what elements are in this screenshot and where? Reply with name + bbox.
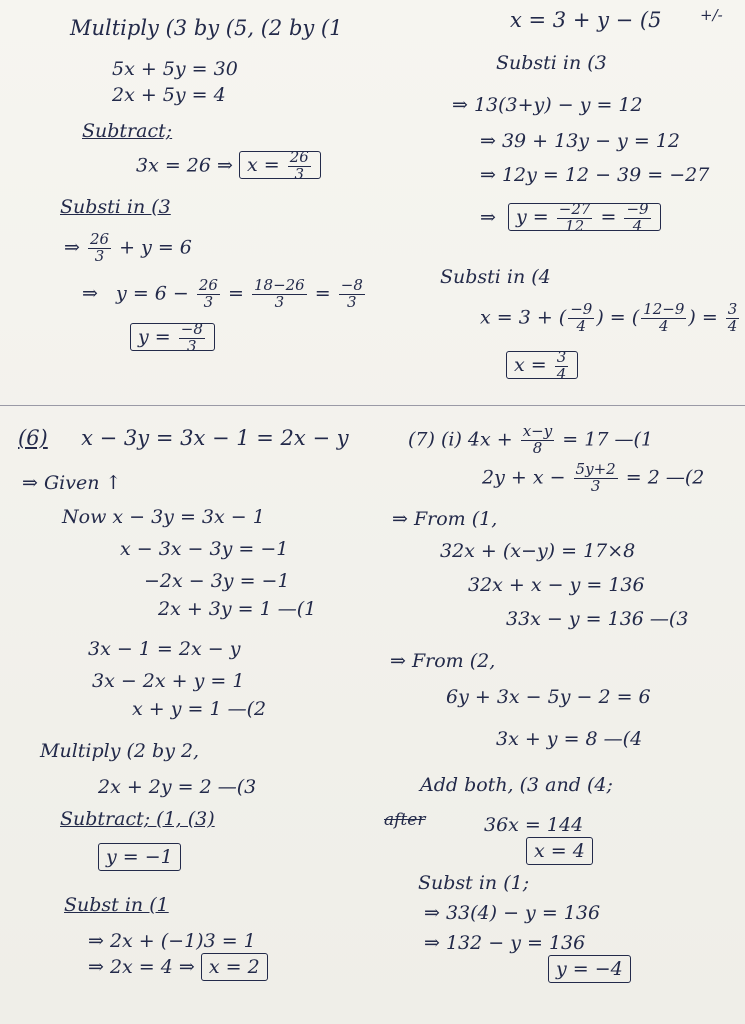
num: 5y+2 [575,460,616,478]
tl-boxed-x-label: x = [247,154,280,177]
br-struck-word: after [384,810,426,830]
tl-line-7 [64,232,192,265]
tl-line-5 [136,150,321,183]
eq-part: ⇒ 2x = 4 ⇒ [88,956,195,978]
tr-fraction [726,302,740,335]
br-line-9: 3x + y = 8 —(4 [496,728,643,750]
bl-line-2: ⇒ Given ↑ [22,472,122,494]
br-fraction [574,462,618,495]
den: 3 [274,292,285,311]
num: x−y [522,422,553,440]
tl-fraction [88,232,111,265]
bl-line-10: Multiply (2 by 2, [40,740,200,762]
den: 3 [590,476,601,495]
eq-sign: = [701,306,718,329]
den: 4 [659,316,669,335]
tl-line-9 [130,322,215,355]
eq-part: = 17 —(1 [562,428,653,451]
br-line-7: ⇒ From (2, [390,650,496,672]
num: −9 [570,300,593,318]
tl-fraction [252,278,307,311]
br-fraction [521,424,555,457]
num: 3 [556,348,567,366]
tl-fraction [339,278,365,311]
num: 26 [198,276,218,294]
label: y = [516,206,549,229]
bl-line-7: 3x − 1 = 2x − y [88,638,241,660]
br-line-6: 33x − y = 136 —(3 [506,608,689,630]
num: 26 [289,148,309,166]
bl-line-11: 2x + 2y = 2 —(3 [98,776,257,798]
bl-line-1 [18,428,349,449]
den: 3 [187,336,197,355]
br-line-2 [482,462,704,495]
bl-boxed-x: x = 2 [201,953,268,981]
equation: x − 3y = 3x − 1 = 2x − y [81,426,349,450]
tl-fraction [179,322,205,355]
question-number-6: (6) [18,426,48,450]
eq-sign: = [609,306,626,329]
tr-corner-mark: +/- [700,6,723,24]
den: 3 [294,164,305,183]
tr-fraction [624,202,650,235]
br-line-4: 32x + (x−y) = 17×8 [440,540,636,562]
den: 3 [203,292,214,311]
den: 4 [727,316,738,335]
eq-part: 2y + x − [482,466,566,489]
tl-boxed-y [130,320,215,355]
implies: ⇒ [82,282,98,305]
bl-boxed-y: y = −1 [98,843,181,871]
bl-line-12: Subtract; (1, (3) [60,808,215,830]
br-line-13: Subst in (1; [418,872,530,894]
label: x = [514,354,547,377]
num: −8 [180,320,203,338]
tl-fraction [288,150,311,183]
br-line-5: 32x + x − y = 136 [468,574,645,596]
tl-line-8 [82,278,367,311]
eq-sign: = [314,282,331,305]
tr-line-9 [506,350,578,383]
tr-fraction [568,302,594,335]
br-boxed-x: x = 4 [526,837,593,865]
tr-boxed-x [506,348,578,383]
tr-line-3: ⇒ 13(3+y) − y = 12 [452,94,643,116]
br-boxed-y: y = −4 [548,955,631,983]
br-line-12 [526,842,593,861]
bl-line-13 [98,848,181,867]
num: 18−26 [253,276,305,294]
tr-line-8: x = 3 + ( $\frac{-9}{4}$ ) = ( $\frac{12-9}{4}$ ) = $\frac{3}{4}$ [480,300,738,335]
bl-line-5: −2x − 3y = −1 [144,570,290,592]
bl-line-4: x − 3x − 3y = −1 [120,538,289,560]
tl-line-4: Subtract; [82,120,173,142]
num: 26 [89,230,110,248]
tl-boxed-x [239,148,321,183]
bl-line-16 [88,958,268,977]
tl-line-6: Substi in (3 [60,196,171,218]
tr-line-7: Substi in (4 [440,266,551,288]
br-line-1 [408,424,653,457]
br-line-14: ⇒ 33(4) − y = 136 [424,902,601,924]
num: −8 [340,276,363,294]
bl-line-6: 2x + 3y = 1 —(1 [158,598,317,620]
den: 8 [532,438,543,457]
num: −9 [626,200,649,218]
den: 4 [576,316,587,335]
den: 4 [556,364,567,383]
num: −27 [558,200,591,218]
tr-line-4: ⇒ 39 + 13y − y = 12 [480,130,680,152]
tr-fraction [557,202,593,235]
br-line-11: 36x = 144 [484,814,584,836]
tr-line-2: Substi in (3 [496,52,607,74]
eq-rest: + y = 6 [119,236,192,259]
tl-line-1: Multiply (3 by (5, (2 by (1 [70,16,343,40]
eq-sign: = [228,282,244,305]
den: 12 [565,216,585,235]
eq-part: y = 6 − [116,282,189,305]
bl-line-3: Now x − 3y = 3x − 1 [62,506,265,528]
br-line-10: Add both, (3 and (4; [420,774,613,796]
tr-fraction [641,302,686,335]
bl-line-8: 3x − 2x + y = 1 [92,670,245,692]
tr-line-6 [480,202,661,235]
bl-line-15: ⇒ 2x + (−1)3 = 1 [88,930,256,952]
tr-boxed-y [508,200,661,235]
tr-line-5: ⇒ 12y = 12 − 39 = −27 [480,164,710,186]
tl-line-3: 2x + 5y = 4 [112,84,226,106]
num: 12−9 [643,300,685,318]
bl-line-9: x + y = 1 —(2 [132,698,267,720]
eq-part: (7) (i) 4x + [408,428,513,451]
br-line-3: ⇒ From (1, [392,508,498,530]
label: y = [138,326,171,349]
tl-line-2: 5x + 5y = 30 [112,58,238,80]
den: 4 [632,216,643,235]
eq-sign: = [600,206,617,229]
tr-line-1: x = 3 + y − (5 [510,8,662,32]
br-line-15: ⇒ 132 − y = 136 [424,932,586,954]
eq-part: x = 3 + [480,306,553,329]
implies: ⇒ [480,206,496,229]
den: 3 [94,246,105,265]
implies: ⇒ [64,236,80,259]
eq-part: = 2 —(2 [625,466,705,489]
bl-line-14: Subst in (1 [64,894,169,916]
den: 3 [347,292,357,311]
br-line-16 [548,960,631,979]
section-divider [0,405,745,406]
tr-fraction [555,350,569,383]
tl-fraction [197,278,220,311]
tl-eq-left: 3x = 26 ⇒ [136,154,233,177]
br-line-8: 6y + 3x − 5y − 2 = 6 [446,686,651,708]
num: 3 [727,300,738,318]
